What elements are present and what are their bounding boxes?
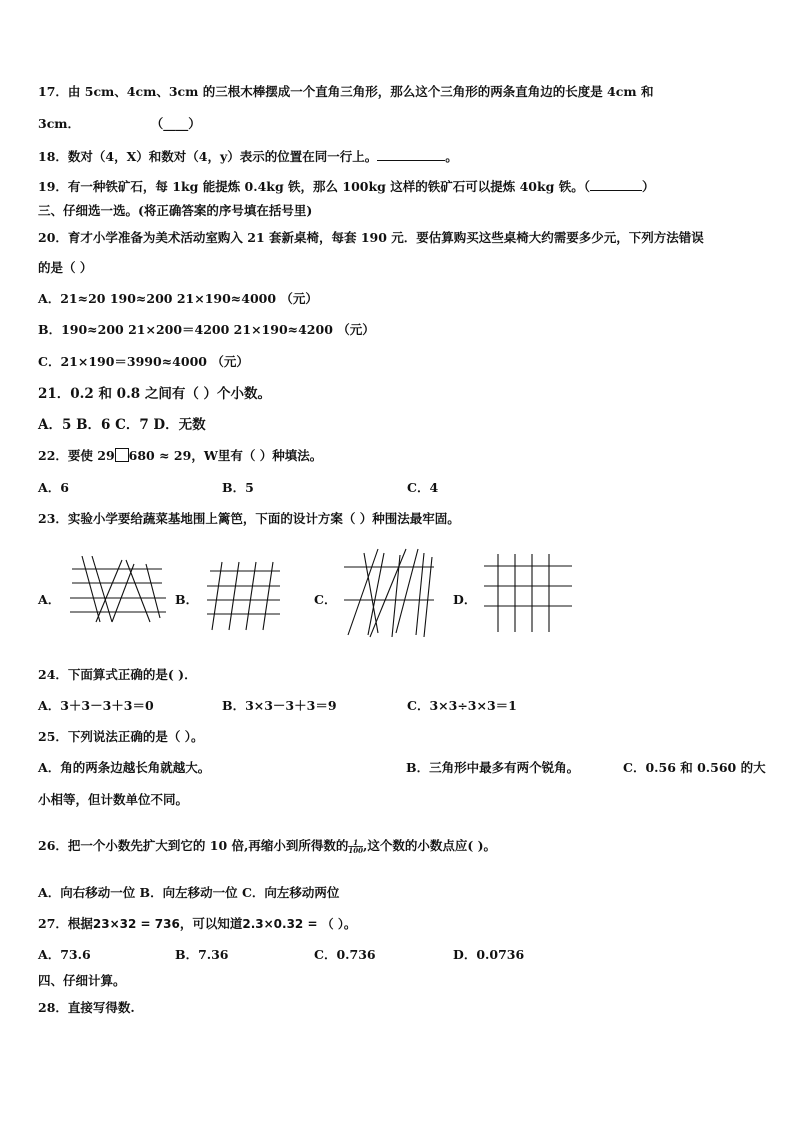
q27-text-pre: 27．根据 [38,916,93,931]
q22-question [38,448,322,464]
q26-fraction [348,839,363,854]
q27-option-b[interactable]: B．7.36 [175,947,229,962]
fence-diagram-a [62,556,170,626]
q17-line2 [38,116,201,132]
q27-equation-2: 2.3×0.32 = （ ） [242,917,344,931]
q22-option-b[interactable]: B．5 [222,480,254,495]
section-4-heading: 四、仔细计算。 [38,973,126,988]
q24-option-c[interactable]: C．3×3÷3×3＝1 [407,698,517,713]
q24-option-b[interactable]: B．3×3－3＋3＝9 [222,698,337,713]
q18 [38,148,458,165]
q25-option-a[interactable]: A．角的两条边越长角就越大。 [38,760,211,775]
fence-diagram-b [204,560,286,632]
q18-text: 18．数对（4，X）和数对（4，y）表示的位置在同一行上。 [38,149,378,164]
q27-equation-1: 23×32 = 736 [92,917,180,931]
q22-digit-box[interactable] [115,448,129,462]
q26-question [38,838,496,854]
q22-option-a[interactable]: A．6 [38,480,69,495]
q18-answer-blank[interactable] [377,148,445,161]
q27-end: 。 [343,916,357,931]
q17-line1: 17．由 5cm、4cm、3cm 的三根木棒摆成一个直角三角形，那么这个三角形的两条直角边的长度是 4cm 和 [38,84,654,99]
q23-label-d[interactable]: D． [453,592,477,607]
q23-label-a[interactable]: A． [38,592,61,607]
q18-end: 。 [445,149,458,164]
q19-answer-blank[interactable] [590,178,642,191]
q26-fraction-numerator: 1 [348,839,363,847]
q20-line2: 的是（ ） [38,260,93,275]
q22-text-pre: 22．要使 29 [38,448,115,463]
q22-text-mid: 680 ≈ 29，W里有（ ）种填法。 [128,448,323,463]
q20-option-b[interactable]: B．190≈200 21×200＝4200 21×190≈4200 （元） [38,322,375,337]
q28-question: 28．直接写得数. [38,1000,135,1015]
q27-text-mid: ，可以知道 [179,916,243,931]
q27-option-d[interactable]: D．0.0736 [453,947,525,962]
q20-option-a[interactable]: A．21≈20 190≈200 21×190≈4000 （元） [38,291,318,306]
q20-line1: 20．育才小学准备为美术活动室购入 21 套新桌椅，每套 190 元．要估算购买这些桌椅大约需要多少元，下列方法错误 [38,230,704,245]
fence-diagram-d [480,552,576,634]
q20-option-c[interactable]: C．21×190＝3990≈4000 （元） [38,354,249,369]
q23-label-c[interactable]: C． [314,592,337,607]
q19 [38,178,655,195]
q24-question: 24．下面算式正确的是( )． [38,667,197,682]
q17-line2-text: 3cm． [38,116,81,131]
q21-question: 21．0.2 和 0.8 之间有（ ）个小数。 [38,386,272,402]
q19-end: ） [642,179,655,194]
q21-options[interactable]: A．5 B．6 C．7 D．无数 [38,417,206,433]
q26-fraction-denominator: 100 [348,846,363,855]
q26-text-pre: 26．把一个小数先扩大到它的 10 倍,再缩小到所得数的 [38,838,349,853]
q25-option-c[interactable]: C．0.56 和 0.560 的大 [623,760,766,775]
q24-option-a[interactable]: A．3＋3－3＋3＝0 [38,698,154,713]
q27-question [38,916,356,932]
q27-option-a[interactable]: A．73.6 [38,947,91,962]
q26-text-post: ,这个数的小数点应( )。 [362,838,497,853]
fence-diagram-c [338,545,440,640]
q23-question: 23．实验小学要给蔬菜基地围上篱笆，下面的设计方案（ ）种围法最牢固。 [38,511,460,526]
q25-option-b[interactable]: B．三角形中最多有两个锐角。 [406,760,580,775]
q25-option-c-continued: 小相等，但计数单位不同。 [38,792,189,807]
q25-question: 25．下列说法正确的是（ ）。 [38,729,204,744]
q26-options[interactable]: A．向右移动一位 B．向左移动一位 C．向左移动两位 [38,885,340,900]
q23-label-b[interactable]: B． [175,592,199,607]
q27-option-c[interactable]: C．0.736 [314,947,376,962]
q19-text: 19．有一种铁矿石，每 1kg 能提炼 0.4kg 铁，那么 100kg 这样的铁矿石可以提炼 40kg 铁。（ [38,179,590,194]
q17-answer-paren[interactable]: （____） [150,116,201,131]
q22-option-c[interactable]: C．4 [407,480,439,495]
section-3-heading: 三、仔细选一选。(将正确答案的序号填在括号里) [38,203,313,218]
